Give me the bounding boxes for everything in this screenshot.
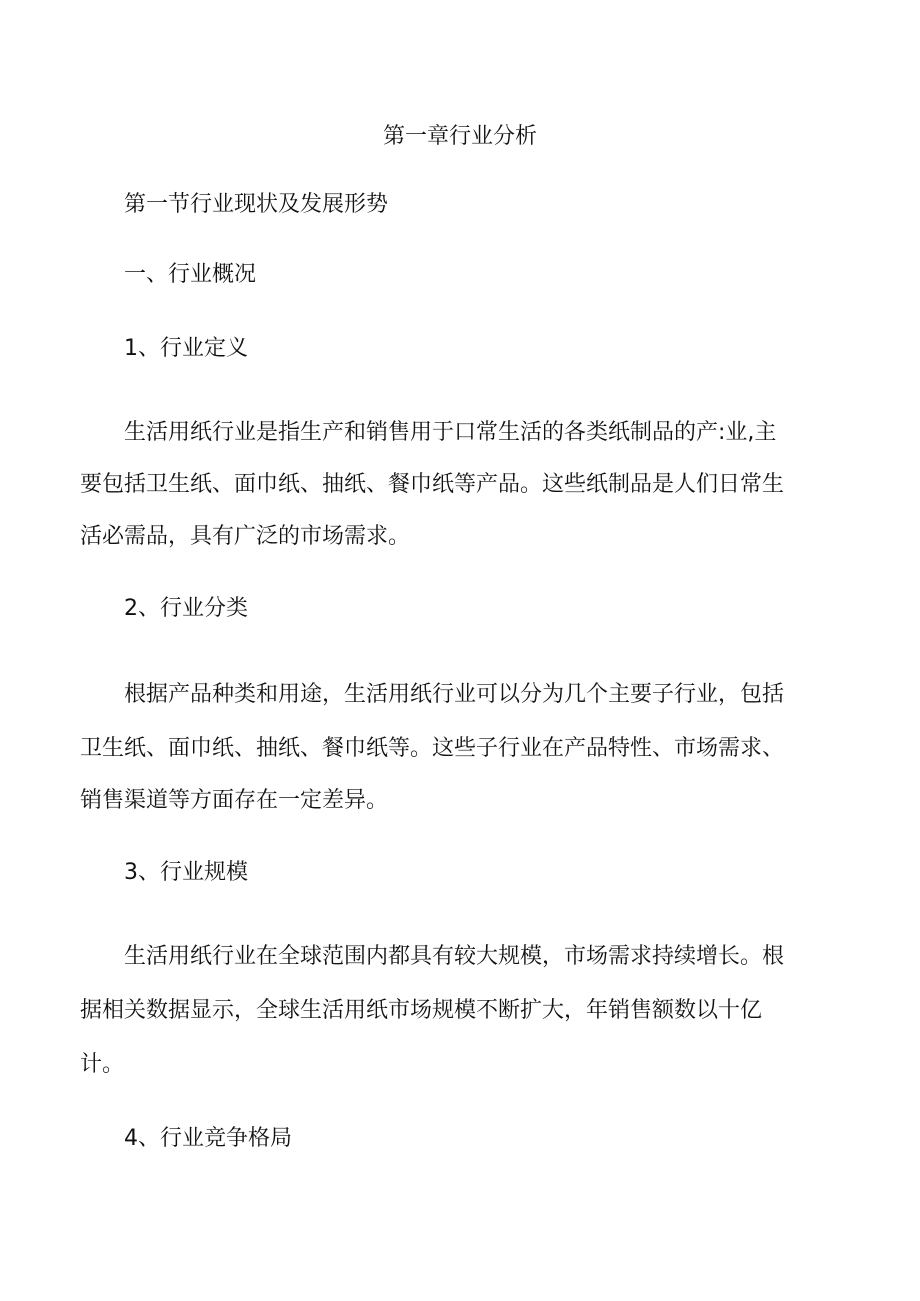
item-heading-definition: 1、行业定义 — [124, 336, 248, 361]
paragraph-line: 生活用纸行业在全球范围内都具有较大规模，市场需求持续增长。根 — [124, 944, 785, 969]
item-heading-competition: 4、行业竞争格局 — [124, 1126, 292, 1151]
paragraph-line: 计。 — [80, 1052, 125, 1077]
subsection-title: 一、行业概况 — [124, 262, 257, 287]
paragraph-line: 销售渠道等方面存在一定差异。 — [80, 788, 389, 813]
chapter-title: 第一章行业分析 — [382, 124, 537, 149]
section-title: 第一节行业现状及发展形势 — [124, 192, 389, 217]
paragraph-line: 活必需品，具有广泛的市场需求。 — [80, 524, 411, 549]
paragraph-line: 据相关数据显示，全球生活用纸市场规模不断扩大，年销售额数以十亿 — [80, 998, 763, 1023]
paragraph-line: 要包括卫生纸、面巾纸、抽纸、餐巾纸等产品。这些纸制品是人们日常生 — [80, 472, 785, 497]
paragraph-line: 卫生纸、面巾纸、抽纸、餐巾纸等。这些子行业在产品特性、市场需求、 — [80, 736, 785, 761]
paragraph-line: 根据产品种类和用途，生活用纸行业可以分为几个主要子行业，包括 — [124, 682, 785, 707]
item-heading-scale: 3、行业规模 — [124, 860, 248, 885]
paragraph-line: 生活用纸行业是指生产和销售用于口常生活的各类纸制品的产:业,主 — [124, 420, 777, 445]
item-heading-classification: 2、行业分类 — [124, 596, 248, 621]
